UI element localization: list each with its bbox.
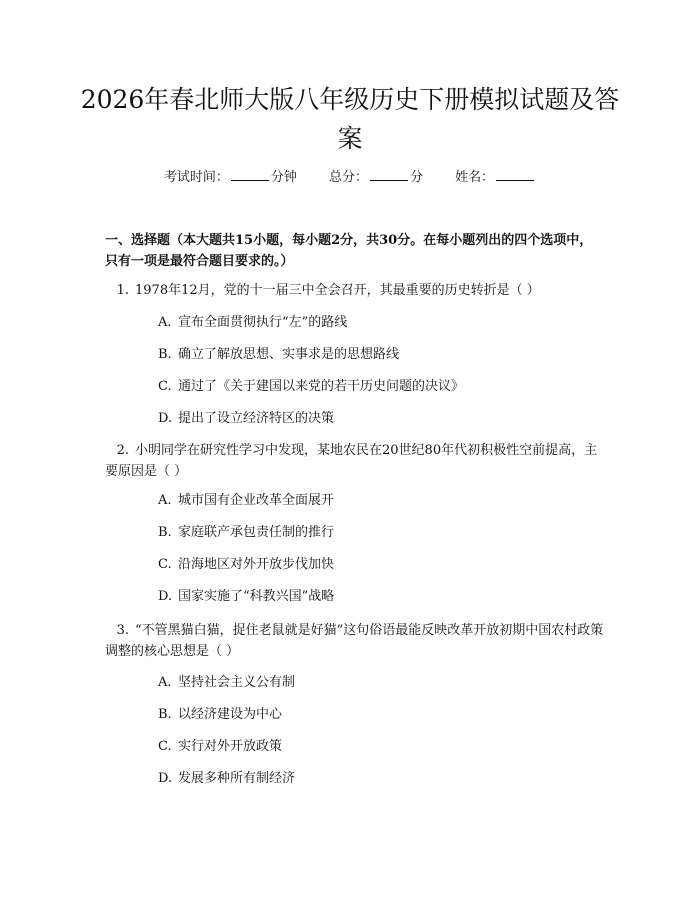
section-heading: 一、选择题（本大题共15小题，每小题2分，共30分。在每小题列出的四个选项中，只有一项是最符合题目要求的。）	[105, 233, 593, 269]
option-text: 城市国有企业改革全面展开	[178, 493, 335, 508]
option-letter: B.	[158, 347, 172, 362]
option-item	[158, 524, 598, 542]
question-stem	[105, 440, 605, 482]
question-number: 2.	[116, 443, 129, 458]
option-item	[158, 378, 598, 396]
student-name-blank	[496, 168, 534, 181]
option-letter: D.	[158, 589, 173, 604]
option-item	[158, 738, 598, 756]
student-name-label: 姓名：	[455, 170, 495, 185]
exam-time-blank	[231, 168, 269, 181]
question-text: 小明同学在研究性学习中发现，某地农民在20世纪80年代初积极性空前提高，主要原因是（ ）	[105, 443, 598, 479]
total-score-blank	[370, 168, 408, 181]
question-text: “不管黑猫白猫，捉住老鼠就是好猫”这句俗语最能反映改革开放初期中国农村政策调整的核心思想是（ ）	[105, 623, 604, 659]
question-stem	[105, 620, 605, 662]
total-score-field	[329, 168, 423, 187]
option-item	[158, 492, 598, 510]
question-text: 1978年12月，党的十一届三中全会召开，其最重要的历史转折是（ ）	[135, 283, 540, 298]
option-letter: C.	[158, 379, 172, 394]
total-score-unit: 分	[410, 170, 424, 185]
option-text: 沿海地区对外开放步伐加快	[178, 557, 335, 572]
option-text: 宣布全面贯彻执行“左”的路线	[178, 315, 348, 330]
option-text: 坚持社会主义公有制	[178, 675, 296, 690]
option-letter: D.	[158, 411, 173, 426]
option-item	[158, 556, 598, 574]
option-letter: B.	[158, 707, 172, 722]
option-letter: B.	[158, 525, 172, 540]
total-score-label: 总分：	[328, 170, 368, 185]
option-letter: A.	[158, 675, 172, 690]
option-text: 发展多种所有制经济	[178, 771, 296, 786]
student-name-field	[455, 168, 536, 187]
question-number: 3.	[116, 623, 129, 638]
option-text: 国家实施了“科教兴国”战略	[178, 589, 335, 604]
exam-time-field	[164, 168, 297, 187]
exam-meta-line	[0, 168, 700, 187]
option-item	[158, 346, 598, 364]
option-item	[158, 314, 598, 332]
exam-time-label: 考试时间：	[163, 170, 229, 185]
option-item	[158, 706, 598, 724]
option-item	[158, 410, 598, 428]
option-letter: C.	[158, 739, 172, 754]
option-letter: C.	[158, 557, 172, 572]
option-text: 提出了设立经济特区的决策	[178, 411, 335, 426]
option-letter: A.	[158, 493, 172, 508]
option-item	[158, 770, 598, 788]
option-letter: D.	[158, 771, 173, 786]
option-text: 家庭联产承包责任制的推行	[178, 525, 335, 540]
option-text: 以经济建设为中心	[178, 707, 283, 722]
question-stem	[105, 280, 605, 301]
option-text: 确立了解放思想、实事求是的思想路线	[178, 347, 400, 362]
exam-time-unit: 分钟	[270, 170, 297, 185]
option-text: 通过了《关于建国以来党的若干历史问题的决议》	[178, 379, 465, 394]
document-title: 2026年春北师大版八年级历史下册模拟试题及答案	[80, 85, 620, 153]
option-item	[158, 588, 598, 606]
option-letter: A.	[158, 315, 172, 330]
option-text: 实行对外开放政策	[178, 739, 283, 754]
question-number: 1.	[116, 283, 129, 298]
option-item	[158, 674, 598, 692]
